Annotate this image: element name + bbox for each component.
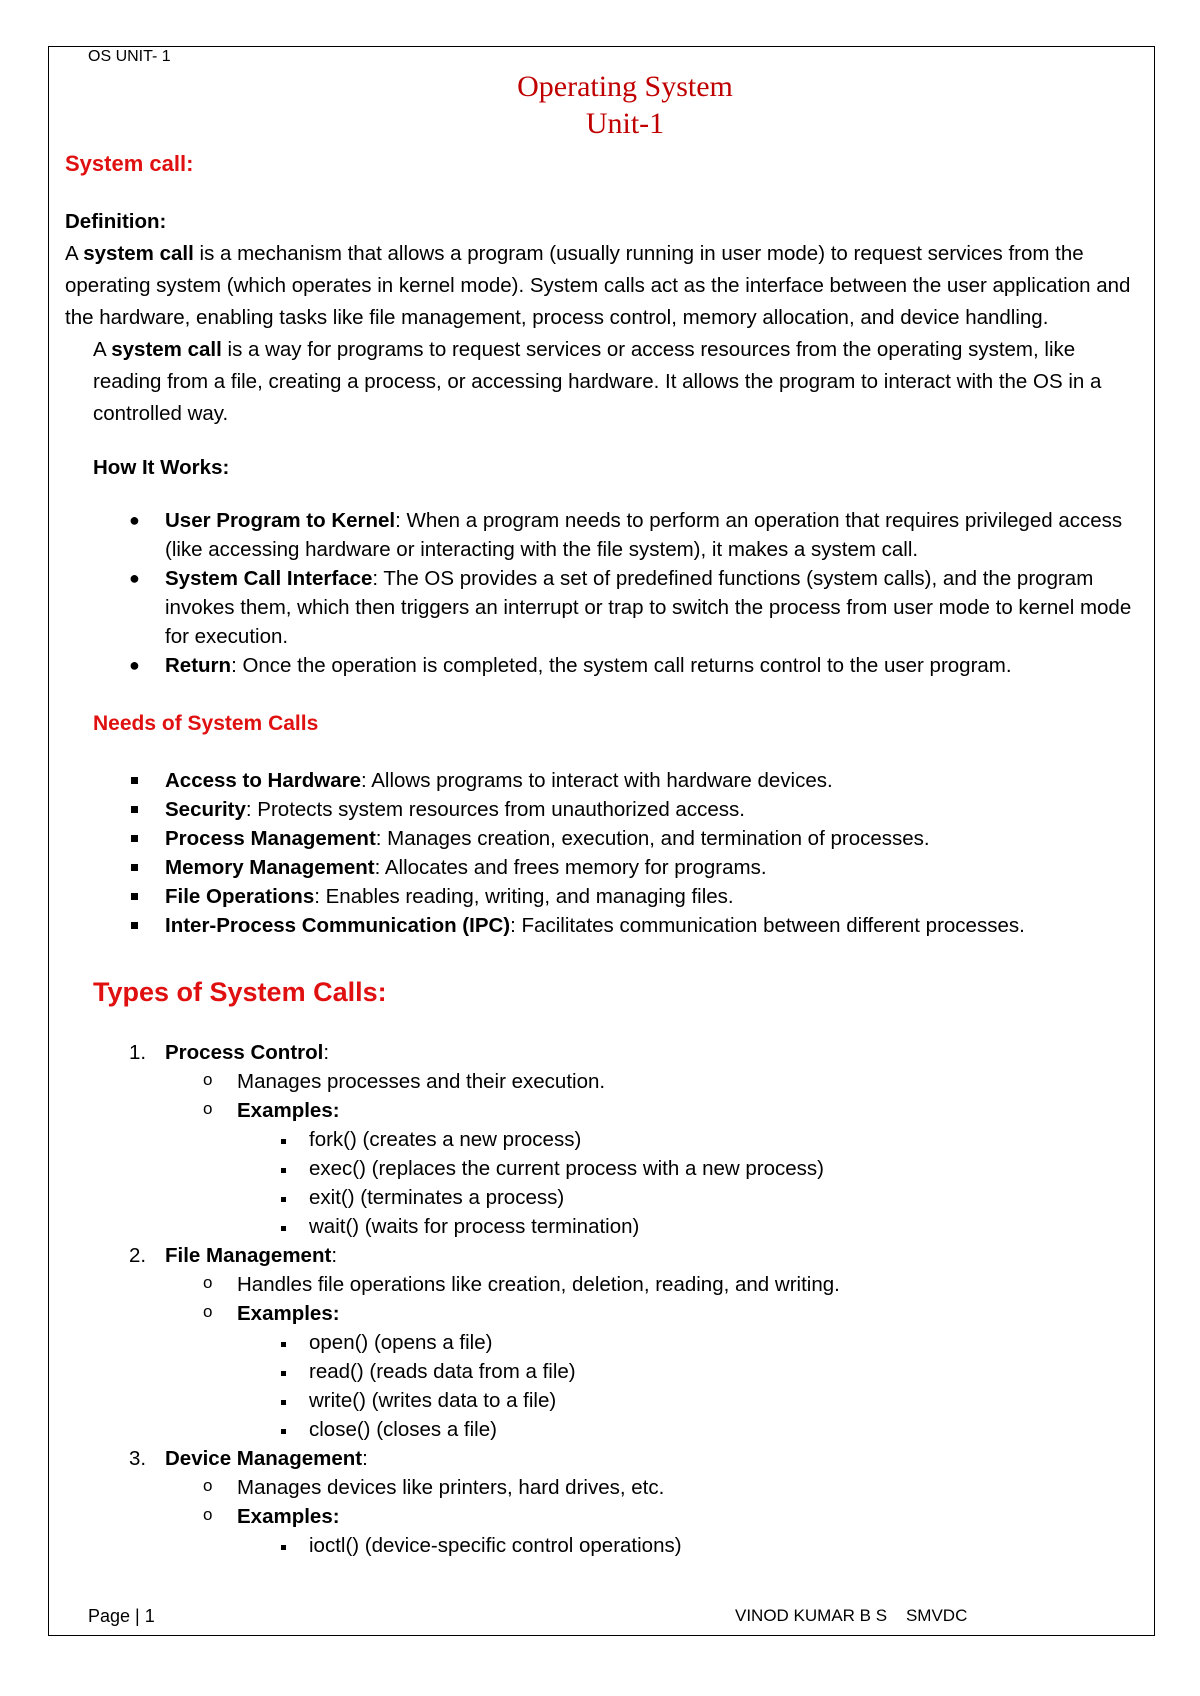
square-bullet-icon: [131, 864, 138, 871]
list-item-term: File Operations: [165, 885, 315, 908]
example-item: [65, 1415, 1145, 1444]
example-text: read() (reads data from a file): [309, 1360, 576, 1383]
types-list: [65, 1038, 1145, 1560]
para-text: A: [93, 338, 112, 361]
square-bullet-icon: [281, 1342, 286, 1347]
list-item-term: Inter-Process Communication (IPC): [165, 914, 511, 937]
title-line-2: Unit-1: [585, 107, 665, 140]
example-item: [65, 1125, 1145, 1154]
examples-label-row: [65, 1096, 1145, 1125]
list-item-text: : The OS provides a set of predefined functions (system calls), and the program invokes them, which then triggers an interrupt or trap to switch the process from user mode to kernel mode for execution.: [165, 567, 1132, 648]
circle-bullet-icon: o: [203, 1476, 213, 1495]
example-item: [65, 1386, 1145, 1415]
list-item-term: Process Management: [165, 827, 376, 850]
type-title: Device Management: [165, 1447, 363, 1470]
examples-label: Examples:: [237, 1505, 340, 1528]
example-item: [65, 1183, 1145, 1212]
document-body: [65, 148, 1145, 1560]
list-item: [65, 824, 1145, 853]
type-heading: [65, 1444, 1145, 1473]
circle-bullet-icon: o: [203, 1302, 213, 1321]
list-number: 1.: [129, 1041, 147, 1064]
type-item-device-management: [65, 1444, 1145, 1560]
list-number: 2.: [129, 1244, 147, 1267]
type-colon: :: [362, 1447, 368, 1470]
running-head: OS UNIT- 1: [88, 48, 171, 65]
square-bullet-icon: [281, 1400, 286, 1405]
list-item: [65, 766, 1145, 795]
square-bullet-icon: [131, 835, 138, 842]
example-text: open() (opens a file): [309, 1331, 493, 1354]
list-item: [65, 564, 1145, 651]
para-bold-term: system call: [111, 338, 222, 361]
type-item-process-control: [65, 1038, 1145, 1241]
type-title: Process Control: [165, 1041, 324, 1064]
description-text: Manages devices like printers, hard drives, etc.: [237, 1476, 665, 1499]
list-item: [65, 882, 1145, 911]
para-text: is a way for programs to request services or access resources from the operating system, like reading from a file, creating a process, or accessing hardware. It allows the program to interact with the OS in a controlled way.: [93, 338, 1102, 425]
list-item-text: : Once the operation is completed, the system call returns control to the user program.: [231, 654, 1012, 677]
square-bullet-icon: [281, 1545, 286, 1550]
square-bullet-icon: [281, 1197, 286, 1202]
list-number: 3.: [129, 1447, 147, 1470]
square-bullet-icon: [281, 1139, 286, 1144]
types-heading: Types of System Calls:: [93, 977, 387, 1007]
type-item-file-management: [65, 1241, 1145, 1444]
bullet-icon: ●: [129, 655, 140, 675]
square-bullet-icon: [131, 893, 138, 900]
document-title: [0, 68, 1200, 142]
type-heading: [65, 1038, 1145, 1067]
para-text: A: [65, 242, 84, 265]
example-text: write() (writes data to a file): [309, 1389, 557, 1412]
circle-bullet-icon: o: [203, 1099, 213, 1118]
type-title: File Management: [165, 1244, 332, 1267]
list-item-text: : Allocates and frees memory for programs.: [374, 856, 767, 879]
example-text: fork() (creates a new process): [309, 1128, 582, 1151]
type-colon: :: [331, 1244, 338, 1267]
type-description: [65, 1067, 1145, 1096]
bullet-icon: ●: [129, 510, 140, 530]
para-bold-term: system call: [83, 242, 194, 265]
footer-author: VINOD KUMAR B S SMVDC: [735, 1606, 968, 1625]
description-text: Manages processes and their execution.: [237, 1070, 606, 1093]
type-description: [65, 1270, 1145, 1299]
example-item: [65, 1357, 1145, 1386]
needs-list: [65, 766, 1145, 940]
example-item: [65, 1531, 1145, 1560]
list-item: [65, 506, 1145, 564]
example-text: wait() (waits for process termination): [309, 1215, 640, 1238]
example-item: [65, 1154, 1145, 1183]
list-item-text: : Facilitates communication between different processes.: [510, 914, 1025, 937]
how-it-works-list: [65, 506, 1145, 680]
circle-bullet-icon: o: [203, 1273, 213, 1292]
explanation-paragraph: [93, 334, 1145, 430]
example-text: exit() (terminates a process): [309, 1186, 565, 1209]
list-item-text: : Allows programs to interact with hardware devices.: [360, 769, 833, 792]
list-item-term: Return: [165, 654, 232, 677]
para-text: is a mechanism that allows a program (usually running in user mode) to request services from the operating system (which operates in kernel mode). System calls act as the interface between the user application and the hardware, enabling tasks like file management, process control, memory allocation, and device handling.: [65, 242, 1131, 329]
list-item-term: Access to Hardware: [165, 769, 361, 792]
square-bullet-icon: [281, 1168, 286, 1173]
list-item-text: : When a program needs to perform an operation that requires privileged access (like accessing hardware or interacting with the file system), it makes a system call.: [165, 509, 1123, 561]
list-item-term: System Call Interface: [165, 567, 373, 590]
circle-bullet-icon: o: [203, 1070, 213, 1089]
square-bullet-icon: [131, 922, 138, 929]
description-text: Handles file operations like creation, deletion, reading, and writing.: [237, 1273, 840, 1296]
bullet-icon: ●: [129, 568, 140, 588]
examples-label: Examples:: [237, 1099, 340, 1122]
square-bullet-icon: [281, 1371, 286, 1376]
example-item: [65, 1212, 1145, 1241]
list-item: [65, 853, 1145, 882]
type-colon: :: [323, 1041, 330, 1064]
square-bullet-icon: [281, 1226, 286, 1231]
examples-label-row: [65, 1502, 1145, 1531]
circle-bullet-icon: o: [203, 1505, 213, 1524]
list-item: [65, 911, 1145, 940]
type-description: [65, 1473, 1145, 1502]
list-item-text: : Manages creation, execution, and termination of processes.: [375, 827, 930, 850]
example-item: [65, 1328, 1145, 1357]
examples-label: Examples:: [237, 1302, 340, 1325]
title-line-1: Operating System: [517, 70, 733, 103]
examples-label-row: [65, 1299, 1145, 1328]
square-bullet-icon: [131, 806, 138, 813]
list-item-term: User Program to Kernel: [165, 509, 396, 532]
list-item: [65, 795, 1145, 824]
list-item-term: Security: [165, 798, 246, 821]
needs-heading: Needs of System Calls: [93, 712, 319, 735]
list-item-text: : Protects system resources from unauthorized access.: [245, 798, 745, 821]
example-text: exec() (replaces the current process with a new process): [309, 1157, 824, 1180]
square-bullet-icon: [281, 1429, 286, 1434]
list-item-text: : Enables reading, writing, and managing files.: [314, 885, 734, 908]
square-bullet-icon: [131, 777, 138, 784]
list-item-term: Memory Management: [165, 856, 375, 879]
example-text: close() (closes a file): [309, 1418, 497, 1441]
list-item: [65, 651, 1145, 680]
system-call-heading: System call:: [65, 151, 194, 176]
example-text: ioctl() (device-specific control operations): [309, 1534, 682, 1557]
definition-paragraph: [65, 238, 1145, 334]
page-number: Page | 1: [88, 1606, 155, 1626]
definition-label: Definition:: [65, 210, 167, 233]
type-heading: [65, 1241, 1145, 1270]
how-it-works-label: How It Works:: [93, 456, 230, 479]
